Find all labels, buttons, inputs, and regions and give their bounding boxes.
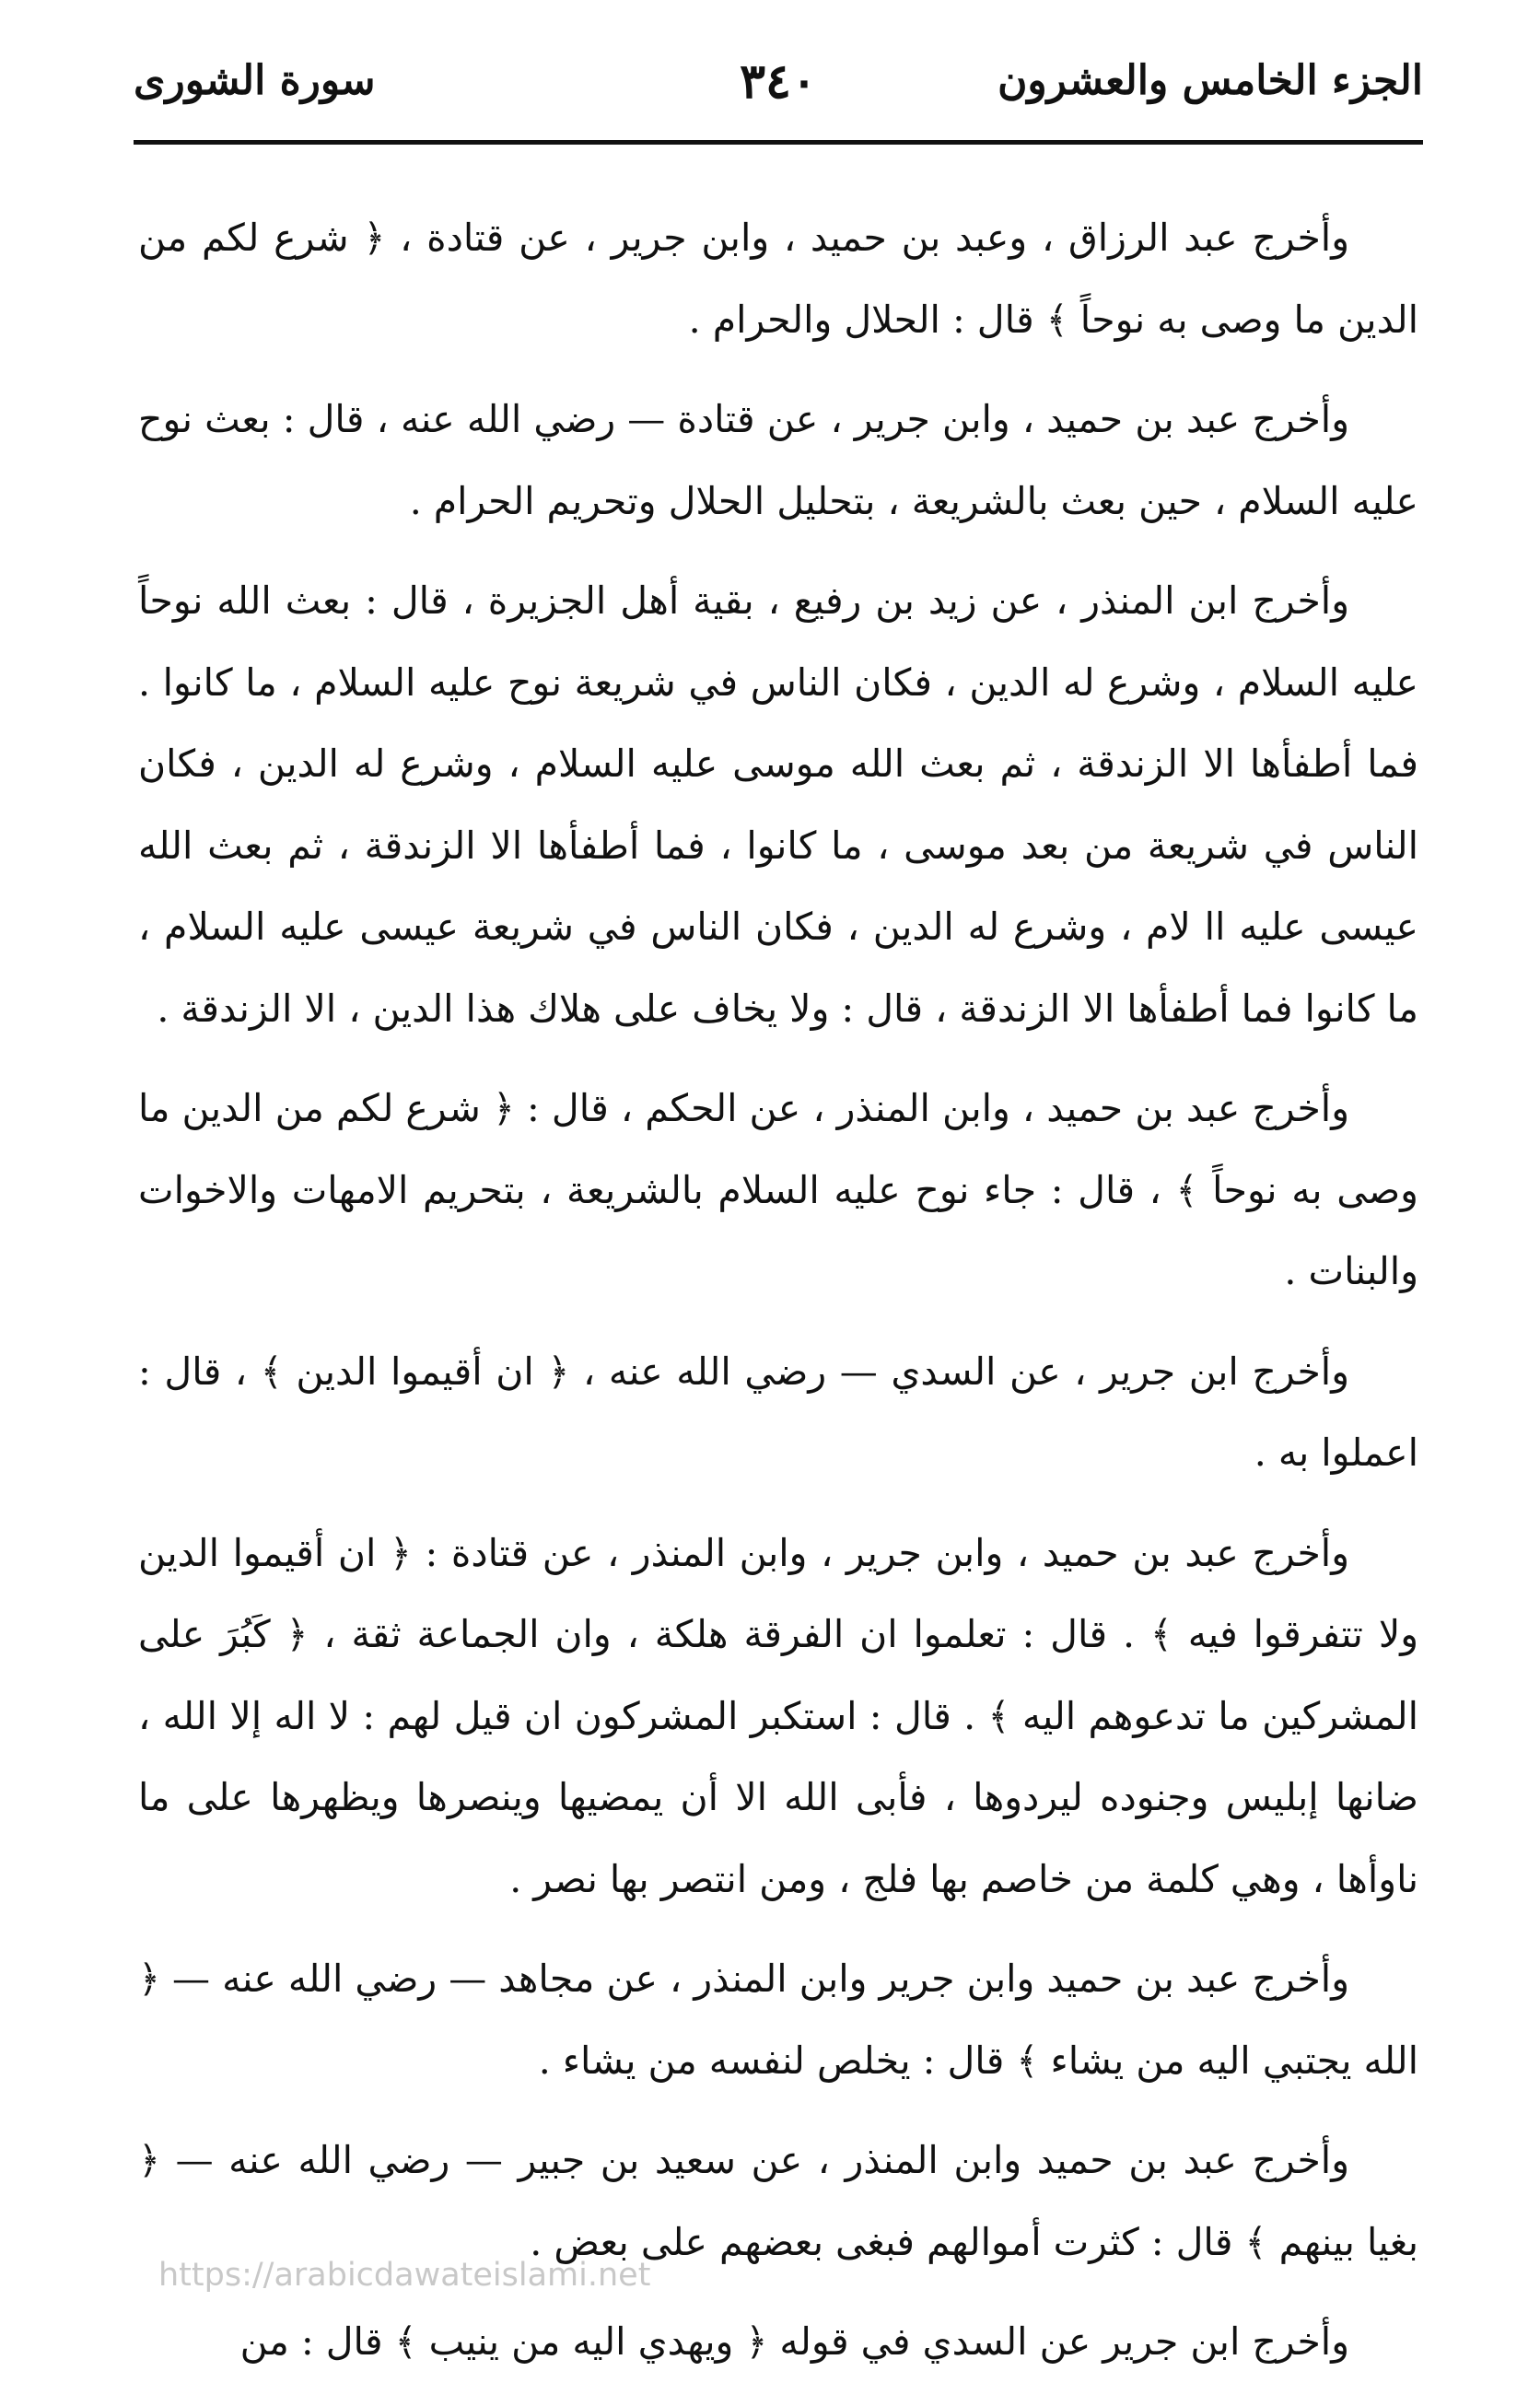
paragraph-9: وأخرج ابن جرير عن السدي في قوله ﴿ ويهدي اليه من ينيب ﴾ قال : من xyxy=(239,2319,1349,2364)
paragraph-7: وأخرج عبد بن حميد وابن جرير وابن المنذر ، عن مجاهد — رضي الله عنه — ﴿ الله يجتبي اليه من يشاء ﴾ قال : يخلص لنفسه من يشاء . xyxy=(137,1957,1418,2083)
paragraph-6: وأخرج عبد بن حميد ، وابن جرير ، وابن المنذر ، عن قتادة : ﴿ ان أقيموا الدين ولا تتفرقوا فيه ﴾ . قال : تعلموا ان الفرقة هلكة ، وان الجماعة ثقة ، ﴿ كَبُرَ على المشركين ما تدعوهم اليه ﴾ . قال : استكبر المشركون ان قيل لهم : لا اله إلا الله ، ضانها إبليس وجنوده ليردوها ، فأبى الله الا أن يمضيها وينصرها ويظهرها على ما ناوأها ، وهي كلمة من خاصم بها فلج ، ومن انتصر بها نصر . xyxy=(138,1530,1418,1901)
page-number: ٣٤٠ xyxy=(740,53,817,110)
juz-title: الجزء الخامس والعشرون xyxy=(998,57,1423,104)
paragraph-2: وأخرج عبد بن حميد ، وابن جرير ، عن قتادة — رضي الله عنه ، قال : بعث نوح عليه السلام ، حين بعث بالشريعة ، بتحليل الحلال وتحريم الحرام . xyxy=(138,397,1418,523)
paragraph-4: وأخرج عبد بن حميد ، وابن المنذر ، عن الحكم ، قال : ﴿ شرع لكم من الدين ما وصى به نوحاً ﴾ ، قال : جاء نوح عليه السلام بالشريعة ، بتحريم الامهات والاخوات والبنات . xyxy=(138,1086,1418,1293)
page-body xyxy=(138,197,1418,2383)
watermark-url: https://arabicdawateislami.net xyxy=(158,2257,651,2294)
header-divider xyxy=(134,140,1423,145)
paragraph-1: وأخرج عبد الرزاق ، وعبد بن حميد ، وابن جرير ، عن قتادة ، ﴿ شرع لكم من الدين ما وصى به نوحاً ﴾ قال : الحلال والحرام . xyxy=(138,216,1418,342)
surah-title: سورة الشورى xyxy=(134,57,376,104)
paragraph-8: وأخرج عبد بن حميد وابن المنذر ، عن سعيد بن جبير — رضي الله عنه — ﴿ بغيا بينهم ﴾ قال : كثرت أموالهم فبغى بعضهم على بعض . xyxy=(138,2138,1418,2264)
paragraph-5: وأخرج ابن جرير ، عن السدي — رضي الله عنه ، ﴿ ان أقيموا الدين ﴾ ، قال : اعملوا به . xyxy=(138,1349,1418,1475)
paragraph-3: وأخرج ابن المنذر ، عن زيد بن رفيع ، بقية أهل الجزيرة ، قال : بعث الله نوحاً عليه السلام ، وشرع له الدين ، فكان الناس في شريعة نوح عليه السلام ، ما كانوا . فما أطفأها الا الزندقة ، ثم بعث الله موسى عليه السلام ، وشرع له الدين ، فكان الناس في شريعة من بعد موسى ، ما كانوا ، فما أطفأها الا الزندقة ، ثم بعث الله عيسى عليه اا لام ، وشرع له الدين ، فكان الناس في شريعة عيسى عليه السلام ، ما كانوا فما أطفأها الا الزندقة ، قال : ولا يخاف على هلاك هذا الدين ، الا الزندقة . xyxy=(138,578,1418,1031)
page-header xyxy=(134,53,1423,127)
